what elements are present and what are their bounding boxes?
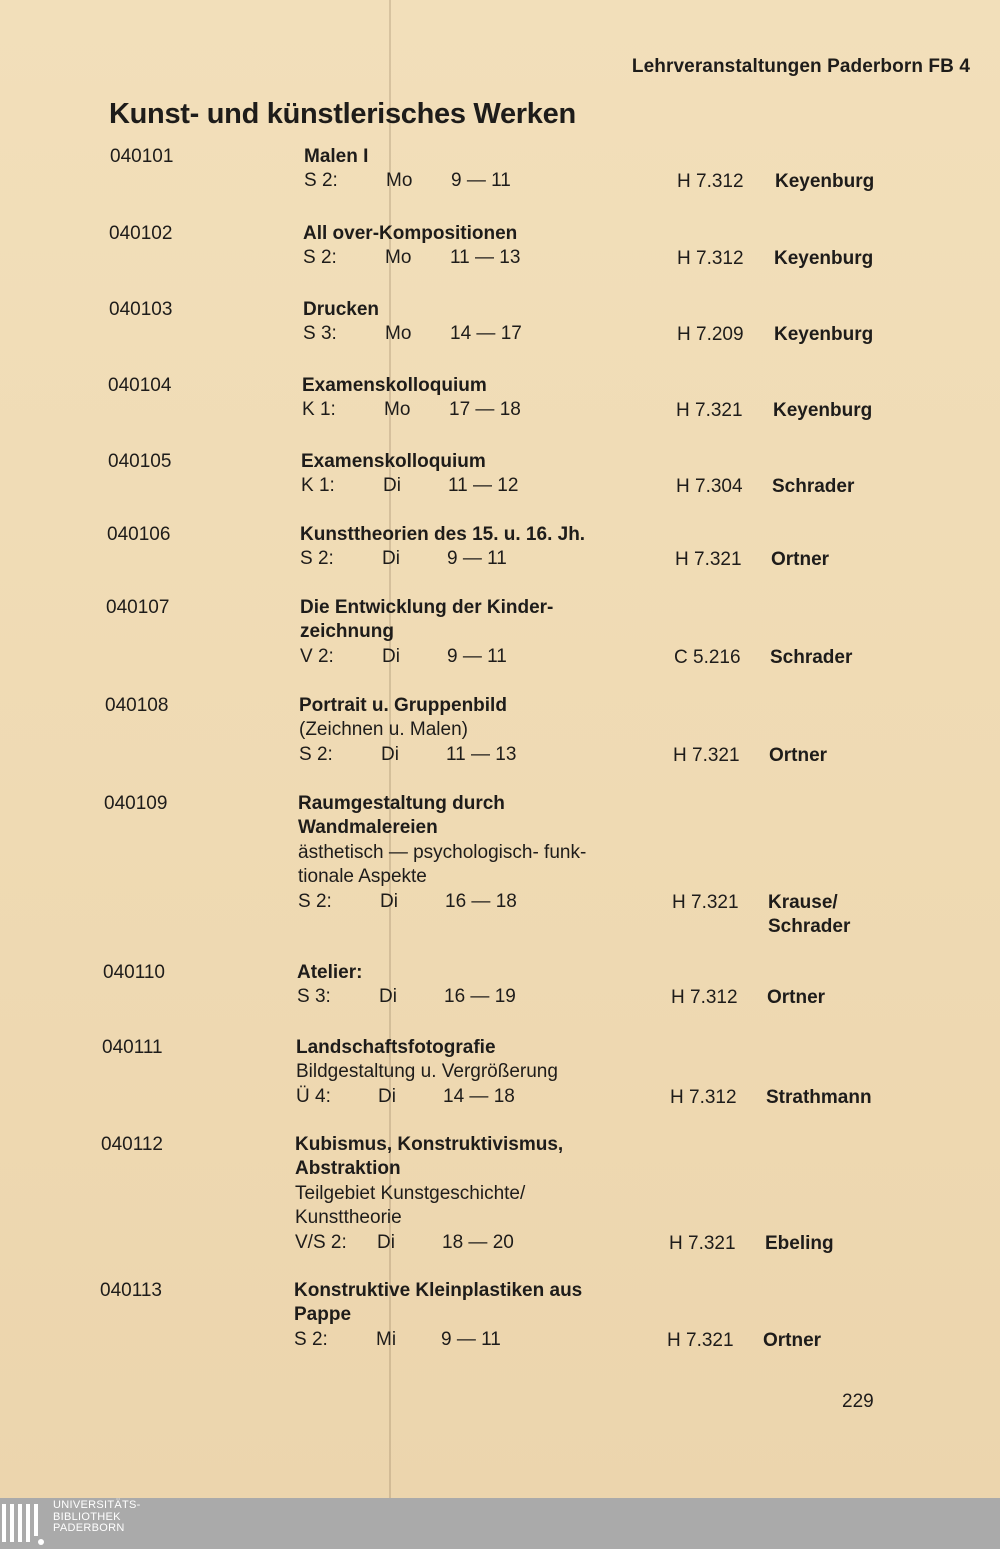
course-day: Di — [377, 1231, 395, 1253]
course-type: S 2: — [299, 743, 333, 765]
course-title: Kubismus, Konstruktivismus, — [295, 1134, 564, 1155]
course-number: 040104 — [108, 375, 172, 396]
course-room: H 7.321 — [672, 891, 739, 913]
course-room: H 7.304 — [676, 476, 743, 498]
course-title: Die Entwicklung der Kinder- — [300, 597, 554, 618]
course-room: H 7.321 — [676, 400, 743, 422]
page-number: 229 — [842, 1391, 874, 1412]
course-type: K 1: — [301, 475, 335, 497]
course-schedule — [299, 743, 679, 767]
course-time: 9 — 11 — [447, 548, 507, 570]
course-number: 040101 — [110, 146, 174, 167]
course-title: Kunsttheorien des 15. u. 16. Jh. — [300, 524, 586, 545]
course-time: 16 — 18 — [445, 890, 517, 912]
course-type: V/S 2: — [295, 1231, 347, 1253]
course-room: H 7.209 — [677, 324, 744, 346]
course-lecturer: Keyenburg — [773, 400, 873, 422]
course-schedule — [302, 398, 682, 422]
course-schedule — [304, 169, 684, 193]
course-room: C 5.216 — [674, 646, 741, 668]
course-time: 18 — 20 — [442, 1231, 514, 1253]
library-name-line-3: PADERBORN — [53, 1522, 125, 1534]
course-subtitle-continued: Kunsttheorie — [295, 1207, 402, 1229]
course-type: S 2: — [304, 170, 338, 192]
course-time: 14 — 17 — [450, 323, 522, 345]
course-day: Mo — [385, 247, 412, 269]
course-body — [303, 222, 683, 271]
library-name-line-2: BIBLIOTHEK — [53, 1510, 121, 1523]
course-subtitle: Teilgebiet Kunstgeschichte/ — [295, 1182, 526, 1204]
library-name-line-1: UNIVERSITÄTS- — [53, 1499, 141, 1511]
course-room: H 7.312 — [670, 1086, 737, 1108]
course-schedule — [301, 474, 681, 498]
course-day: Di — [382, 645, 400, 667]
course-type: S 2: — [294, 1328, 328, 1350]
course-number: 040108 — [105, 695, 169, 716]
course-title: Atelier: — [297, 962, 363, 983]
course-time: 11 — 12 — [448, 475, 519, 497]
course-number: 040106 — [107, 524, 171, 545]
course-body — [302, 374, 682, 423]
course-title: Portrait u. Gruppenbild — [299, 695, 507, 716]
course-room: H 7.321 — [675, 549, 742, 571]
course-body — [300, 596, 680, 669]
course-title-continued: Wandmalereien — [298, 817, 438, 839]
course-body — [300, 523, 680, 572]
course-room: H 7.321 — [667, 1329, 734, 1351]
course-lecturer: Keyenburg — [775, 171, 875, 193]
course-body — [301, 450, 681, 499]
course-body — [299, 694, 679, 767]
course-room: H 7.321 — [673, 744, 740, 766]
section-title: Kunst- und künstlerisches Werken — [109, 98, 576, 130]
course-day: Mo — [385, 323, 412, 345]
course-lecturer: Schrader — [772, 476, 855, 498]
course-room: H 7.312 — [677, 171, 744, 193]
course-schedule — [296, 1085, 676, 1109]
course-type: Ü 4: — [296, 1085, 331, 1107]
course-title: Raumgestaltung durch — [298, 793, 505, 814]
course-day: Di — [382, 548, 400, 570]
course-body — [295, 1133, 675, 1255]
course-body — [296, 1036, 676, 1109]
course-title-continued: Abstraktion — [295, 1158, 401, 1180]
course-body — [294, 1279, 674, 1352]
course-title: Examenskolloquium — [301, 451, 486, 472]
course-type: S 3: — [297, 986, 331, 1008]
course-title: Konstruktive Kleinplastiken aus — [294, 1280, 583, 1301]
library-footer — [0, 1498, 1000, 1549]
course-day: Di — [381, 743, 399, 765]
course-title: All over-Kompositionen — [303, 223, 518, 244]
course-time: 11 — 13 — [446, 743, 517, 765]
course-time: 16 — 19 — [444, 986, 516, 1008]
course-time: 14 — 18 — [443, 1085, 515, 1107]
course-schedule — [294, 1328, 674, 1352]
course-type: V 2: — [300, 645, 334, 667]
course-time: 9 — 11 — [441, 1328, 501, 1350]
course-title-continued: Pappe — [294, 1304, 352, 1326]
library-logo-icon — [0, 1502, 48, 1546]
course-lecturer: Ebeling — [765, 1232, 834, 1254]
course-number: 040111 — [102, 1037, 163, 1058]
course-number: 040113 — [100, 1280, 162, 1301]
course-title: Drucken — [303, 299, 380, 320]
course-day: Mo — [384, 399, 411, 421]
course-schedule — [303, 322, 683, 346]
course-title: Malen I — [304, 146, 369, 167]
course-day: Mo — [386, 170, 413, 192]
course-body — [297, 961, 677, 1010]
course-schedule — [303, 246, 683, 270]
course-room: H 7.321 — [669, 1232, 736, 1254]
course-time: 9 — 11 — [447, 645, 507, 667]
course-room: H 7.312 — [677, 248, 744, 270]
course-number: 040112 — [101, 1134, 163, 1155]
course-number: 040102 — [109, 223, 173, 244]
course-type: S 3: — [303, 323, 337, 345]
course-day: Di — [379, 986, 397, 1008]
course-lecturer-continued: Schrader — [768, 916, 851, 937]
course-lecturer: Schrader — [770, 646, 853, 668]
course-lecturer: Strathmann — [766, 1086, 872, 1108]
course-body — [304, 145, 684, 194]
library-name — [53, 1500, 141, 1535]
course-body — [303, 298, 683, 347]
course-schedule — [295, 1231, 675, 1255]
course-type: S 2: — [300, 548, 334, 570]
course-day: Di — [380, 890, 398, 912]
course-lecturer: Ortner — [769, 744, 828, 766]
course-lecturer: Ortner — [767, 987, 826, 1009]
course-time: 11 — 13 — [450, 247, 521, 269]
course-schedule — [300, 645, 680, 669]
course-lecturer: Ortner — [763, 1329, 822, 1351]
course-subtitle: (Zeichnen u. Malen) — [299, 719, 468, 741]
course-body — [298, 792, 678, 914]
course-schedule — [297, 985, 677, 1009]
course-number: 040103 — [109, 299, 173, 320]
course-schedule — [298, 890, 678, 914]
running-head: Lehrveranstaltungen Paderborn FB 4 — [631, 56, 970, 77]
course-subtitle: Bildgestaltung u. Vergrößerung — [296, 1061, 558, 1083]
course-schedule — [300, 547, 680, 571]
course-lecturer: Keyenburg — [774, 324, 874, 346]
course-title-continued: zeichnung — [300, 621, 394, 643]
course-day: Di — [383, 475, 401, 497]
course-number: 040105 — [108, 451, 172, 472]
course-lecturer: Ortner — [771, 549, 830, 571]
course-lecturer: Keyenburg — [774, 248, 874, 270]
course-day: Di — [378, 1085, 396, 1107]
course-number: 040107 — [106, 597, 170, 618]
course-time: 9 — 11 — [451, 170, 511, 192]
course-lecturer: Krause/ — [768, 891, 838, 913]
course-room: H 7.312 — [671, 987, 738, 1009]
course-day: Mi — [376, 1328, 397, 1350]
course-number: 040110 — [103, 962, 165, 983]
course-type: S 2: — [298, 890, 332, 912]
course-number: 040109 — [104, 793, 168, 814]
course-title: Examenskolloquium — [302, 375, 487, 396]
course-subtitle-continued: tionale Aspekte — [298, 866, 427, 888]
course-title: Landschaftsfotografie — [296, 1037, 496, 1058]
course-type: S 2: — [303, 247, 337, 269]
course-type: K 1: — [302, 399, 336, 421]
course-time: 17 — 18 — [449, 399, 521, 421]
course-subtitle: ästhetisch — psychologisch- funk- — [298, 841, 587, 863]
